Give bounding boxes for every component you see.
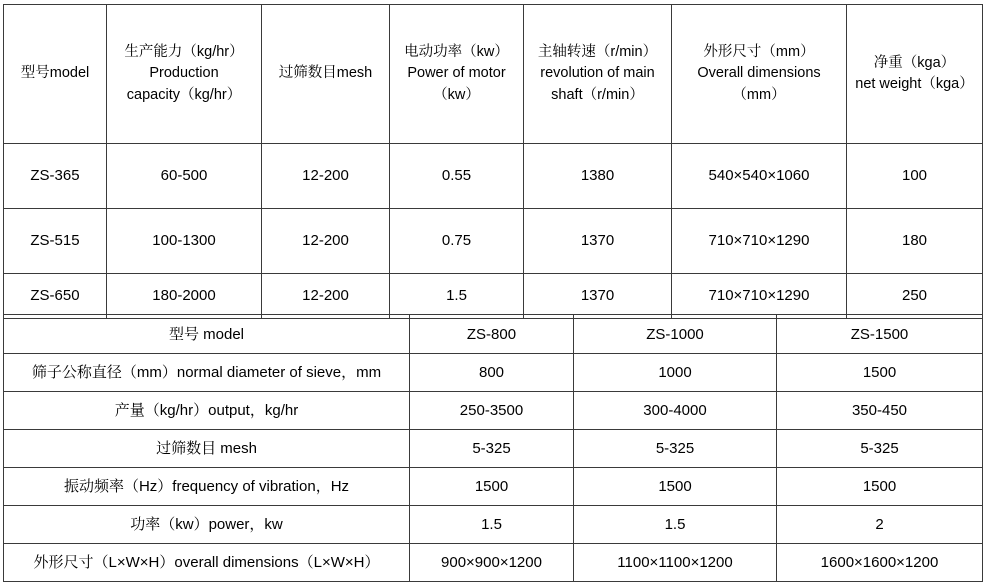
model-specification-table: [3, 4, 983, 319]
column-header-zs1500: ZS-1500: [777, 315, 983, 354]
column-header-zs1000: ZS-1000: [574, 315, 777, 354]
header-line: 过筛数目mesh: [278, 65, 373, 82]
header-line: net weight（kga）: [855, 76, 974, 92]
cell-zs800: 1500: [410, 468, 574, 506]
header-line: 主轴转速（r/min）: [537, 44, 658, 61]
cell-capacity: 100-1300: [107, 209, 262, 274]
cell-model: ZS-365: [4, 144, 107, 209]
header-line: capacity（kg/hr）: [126, 86, 242, 103]
row-label-overall-dimensions: 外形尺寸（L×W×H）overall dimensions（L×W×H）: [4, 544, 410, 582]
cell-net-weight: 100: [847, 144, 983, 209]
sieve-parameters-table: [3, 314, 983, 582]
cell-dimensions: 710×710×1290: [672, 274, 847, 319]
cell-revolution: 1370: [524, 274, 672, 319]
cell-zs1000: 1500: [574, 468, 777, 506]
header-line: Overall dimensions: [697, 65, 821, 82]
cell-zs1500: 1500: [777, 354, 983, 392]
cell-zs1500: 2: [777, 506, 983, 544]
row-label-power: 功率（kw）power，kw: [4, 506, 410, 544]
cell-zs800: 900×900×1200: [410, 544, 574, 582]
sieve-parameters-table-wrapper: [3, 314, 982, 582]
table-row: [4, 354, 983, 392]
cell-capacity: 60-500: [107, 144, 262, 209]
table-row: [4, 506, 983, 544]
column-header-model: [4, 5, 107, 144]
table-row: [4, 544, 983, 582]
row-label-output: 产量（kg/hr）output，kg/hr: [4, 392, 410, 430]
table-row: [4, 209, 983, 274]
table-header-row: [4, 315, 983, 354]
cell-net-weight: 180: [847, 209, 983, 274]
cell-mesh: 12-200: [262, 144, 390, 209]
header-line: （kw）: [433, 86, 480, 103]
cell-zs1500: 1600×1600×1200: [777, 544, 983, 582]
cell-capacity: 180-2000: [107, 274, 262, 319]
column-header-net-weight: [847, 5, 983, 144]
table-row: [4, 468, 983, 506]
cell-revolution: 1380: [524, 144, 672, 209]
cell-power: 1.5: [390, 274, 524, 319]
cell-zs1000: 1.5: [574, 506, 777, 544]
column-header-mesh: [262, 5, 390, 144]
cell-zs800: 5-325: [410, 430, 574, 468]
cell-model: ZS-515: [4, 209, 107, 274]
cell-zs800: 800: [410, 354, 574, 392]
cell-zs1000: 300-4000: [574, 392, 777, 430]
cell-net-weight: 250: [847, 274, 983, 319]
table-row: [4, 274, 983, 319]
table-row: [4, 430, 983, 468]
header-line: 生产能力（kg/hr）: [124, 44, 244, 61]
table-row: [4, 392, 983, 430]
header-line: Production: [149, 65, 219, 82]
cell-zs800: 250-3500: [410, 392, 574, 430]
cell-dimensions: 540×540×1060: [672, 144, 847, 209]
column-header-main-shaft-revolution: [524, 5, 672, 144]
column-header-production-capacity: [107, 5, 262, 144]
column-header-power-of-motor: [390, 5, 524, 144]
cell-dimensions: 710×710×1290: [672, 209, 847, 274]
header-line: Power of motor: [407, 65, 506, 82]
cell-mesh: 12-200: [262, 209, 390, 274]
row-label-mesh: 过筛数目 mesh: [4, 430, 410, 468]
cell-power: 0.55: [390, 144, 524, 209]
table-header-row: [4, 5, 983, 144]
cell-mesh: 12-200: [262, 274, 390, 319]
header-line: shaft（r/min）: [551, 86, 644, 103]
row-label-sieve-diameter: 筛子公称直径（mm）normal diameter of sieve，mm: [4, 354, 410, 392]
cell-zs1000: 1000: [574, 354, 777, 392]
row-label-vibration-frequency: 振动频率（Hz）frequency of vibration，Hz: [4, 468, 410, 506]
column-header-zs800: ZS-800: [410, 315, 574, 354]
cell-power: 0.75: [390, 209, 524, 274]
column-header-overall-dimensions: [672, 5, 847, 144]
cell-zs1500: 1500: [777, 468, 983, 506]
cell-zs1500: 5-325: [777, 430, 983, 468]
cell-zs800: 1.5: [410, 506, 574, 544]
header-line: 净重（kga）: [873, 54, 956, 71]
header-line: （mm）: [732, 86, 786, 103]
model-specification-table-wrapper: [3, 4, 982, 319]
cell-zs1000: 5-325: [574, 430, 777, 468]
header-line: 电动功率（kw）: [404, 44, 509, 61]
cell-zs1000: 1100×1100×1200: [574, 544, 777, 582]
cell-revolution: 1370: [524, 209, 672, 274]
cell-zs1500: 350-450: [777, 392, 983, 430]
header-line: 型号model: [20, 65, 90, 82]
column-header-model: 型号 model: [4, 315, 410, 354]
header-line: revolution of main: [540, 65, 655, 82]
table-row: [4, 144, 983, 209]
header-line: 外形尺寸（mm）: [703, 44, 815, 61]
cell-model: ZS-650: [4, 274, 107, 319]
